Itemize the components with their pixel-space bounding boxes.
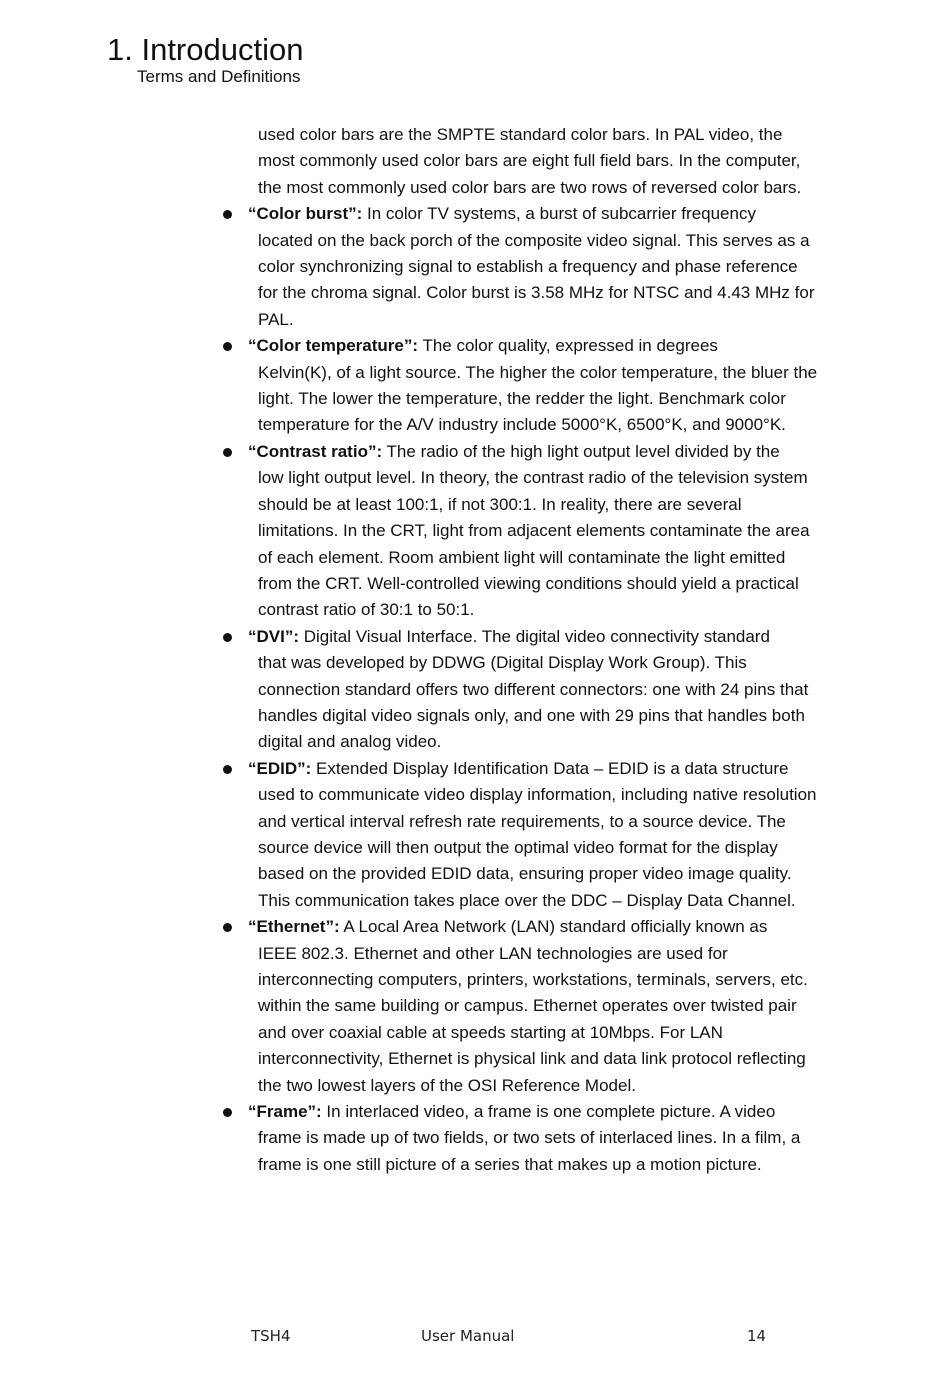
term-ethernet xyxy=(222,914,822,1099)
term-name: “Frame”: xyxy=(248,1102,322,1122)
term-dvi xyxy=(222,624,822,756)
term-edid xyxy=(222,756,822,914)
term-lead: Digital Visual Interface. The digital video connectivity standard xyxy=(303,626,770,646)
footer-page-number: 14 xyxy=(747,1327,767,1345)
term-lead: In color TV systems, a burst of subcarrier frequency xyxy=(367,204,756,224)
term-contrast-ratio xyxy=(222,439,822,624)
continued-paragraph: used color bars are the SMPTE standard color bars. In PAL video, the most commonly used color bars are eight full field bars. In the computer, the most commonly used color bars are two rows of reversed color bars. xyxy=(258,125,802,197)
term-frame xyxy=(222,1099,822,1178)
bullet-icon xyxy=(223,765,232,774)
bullet-icon xyxy=(223,923,232,932)
term-definition: used to communicate video display information, including native resolution and vertical interval refresh rate requirements, to a source device. The source device will then output the optimal video format for the display based on the provided EDID data, ensuring proper video image quality. This communication takes place over the DDC – Display Data Channel. xyxy=(258,785,817,910)
footer-product-name: TSH4 xyxy=(251,1327,291,1345)
term-definition: Kelvin(K), of a light source. The higher the color temperature, the bluer the light. The lower the temperature, the redder the light. Benchmark color temperature for the A/V industry include 5000°K, 6500°K, and 9000°K. xyxy=(258,362,818,435)
term-definition: low light output level. In theory, the contrast radio of the television system should be at least 100:1, if not 300:1. In reality, there are several limitations. In the CRT, light from adjacent elements contaminate the area of each element. Room ambient light will contaminate the light emitted from the CRT. Well-controlled viewing conditions should yield a practical contrast ratio of 30:1 to 50:1. xyxy=(258,468,810,620)
bullet-icon xyxy=(223,342,232,351)
term-lead: Extended Display Identification Data – EDID is a data structure xyxy=(316,758,789,778)
term-color-burst xyxy=(222,201,822,333)
term-definition: that was developed by DDWG (Digital Display Work Group). This connection standard offers two different connectors: one with 24 pins that handles digital video signals only, and one with 29 pins that handles both digital and analog video. xyxy=(258,653,809,752)
bullet-icon xyxy=(223,210,232,219)
term-name: “EDID”: xyxy=(248,758,312,778)
section-subtitle: Terms and Definitions xyxy=(137,67,301,86)
definitions-list xyxy=(222,122,822,1178)
term-definition: frame is made up of two fields, or two sets of interlaced lines. In a film, a frame is one still picture of a series that makes up a motion picture. xyxy=(258,1128,801,1174)
term-definition: located on the back porch of the composite video signal. This serves as a color synchronizing signal to establish a frequency and phase reference for the chroma signal. Color burst is 3.58 MHz for NTSC and 4.43 MHz for PAL. xyxy=(258,230,815,329)
term-definition: IEEE 802.3. Ethernet and other LAN technologies are used for interconnecting computers, printers, workstations, terminals, servers, etc. within the same building or campus. Ethernet operates over twisted pair and over coaxial cable at speeds starting at 10Mbps. For LAN interconnectivity, Ethernet is physical link and data link protocol reflecting the two lowest layers of the OSI Reference Model. xyxy=(258,943,808,1095)
term-name: “DVI”: xyxy=(248,626,299,646)
term-lead: The color quality, expressed in degrees xyxy=(422,336,718,356)
bullet-icon xyxy=(223,448,232,457)
footer-document-title: User Manual xyxy=(421,1327,515,1345)
bullet-icon xyxy=(223,1108,232,1117)
term-name: “Ethernet”: xyxy=(248,917,340,937)
bullet-icon xyxy=(223,633,232,642)
term-lead: In interlaced video, a frame is one complete picture. A video xyxy=(326,1102,776,1122)
term-name: “Color temperature”: xyxy=(248,336,419,356)
chapter-title: 1. Introduction xyxy=(107,32,304,67)
term-color-temperature xyxy=(222,333,822,439)
term-lead: A Local Area Network (LAN) standard officially known as xyxy=(343,917,768,937)
term-name: “Contrast ratio”: xyxy=(248,441,383,461)
term-name: “Color burst”: xyxy=(248,204,363,224)
term-lead: The radio of the high light output level divided by the xyxy=(386,441,780,461)
